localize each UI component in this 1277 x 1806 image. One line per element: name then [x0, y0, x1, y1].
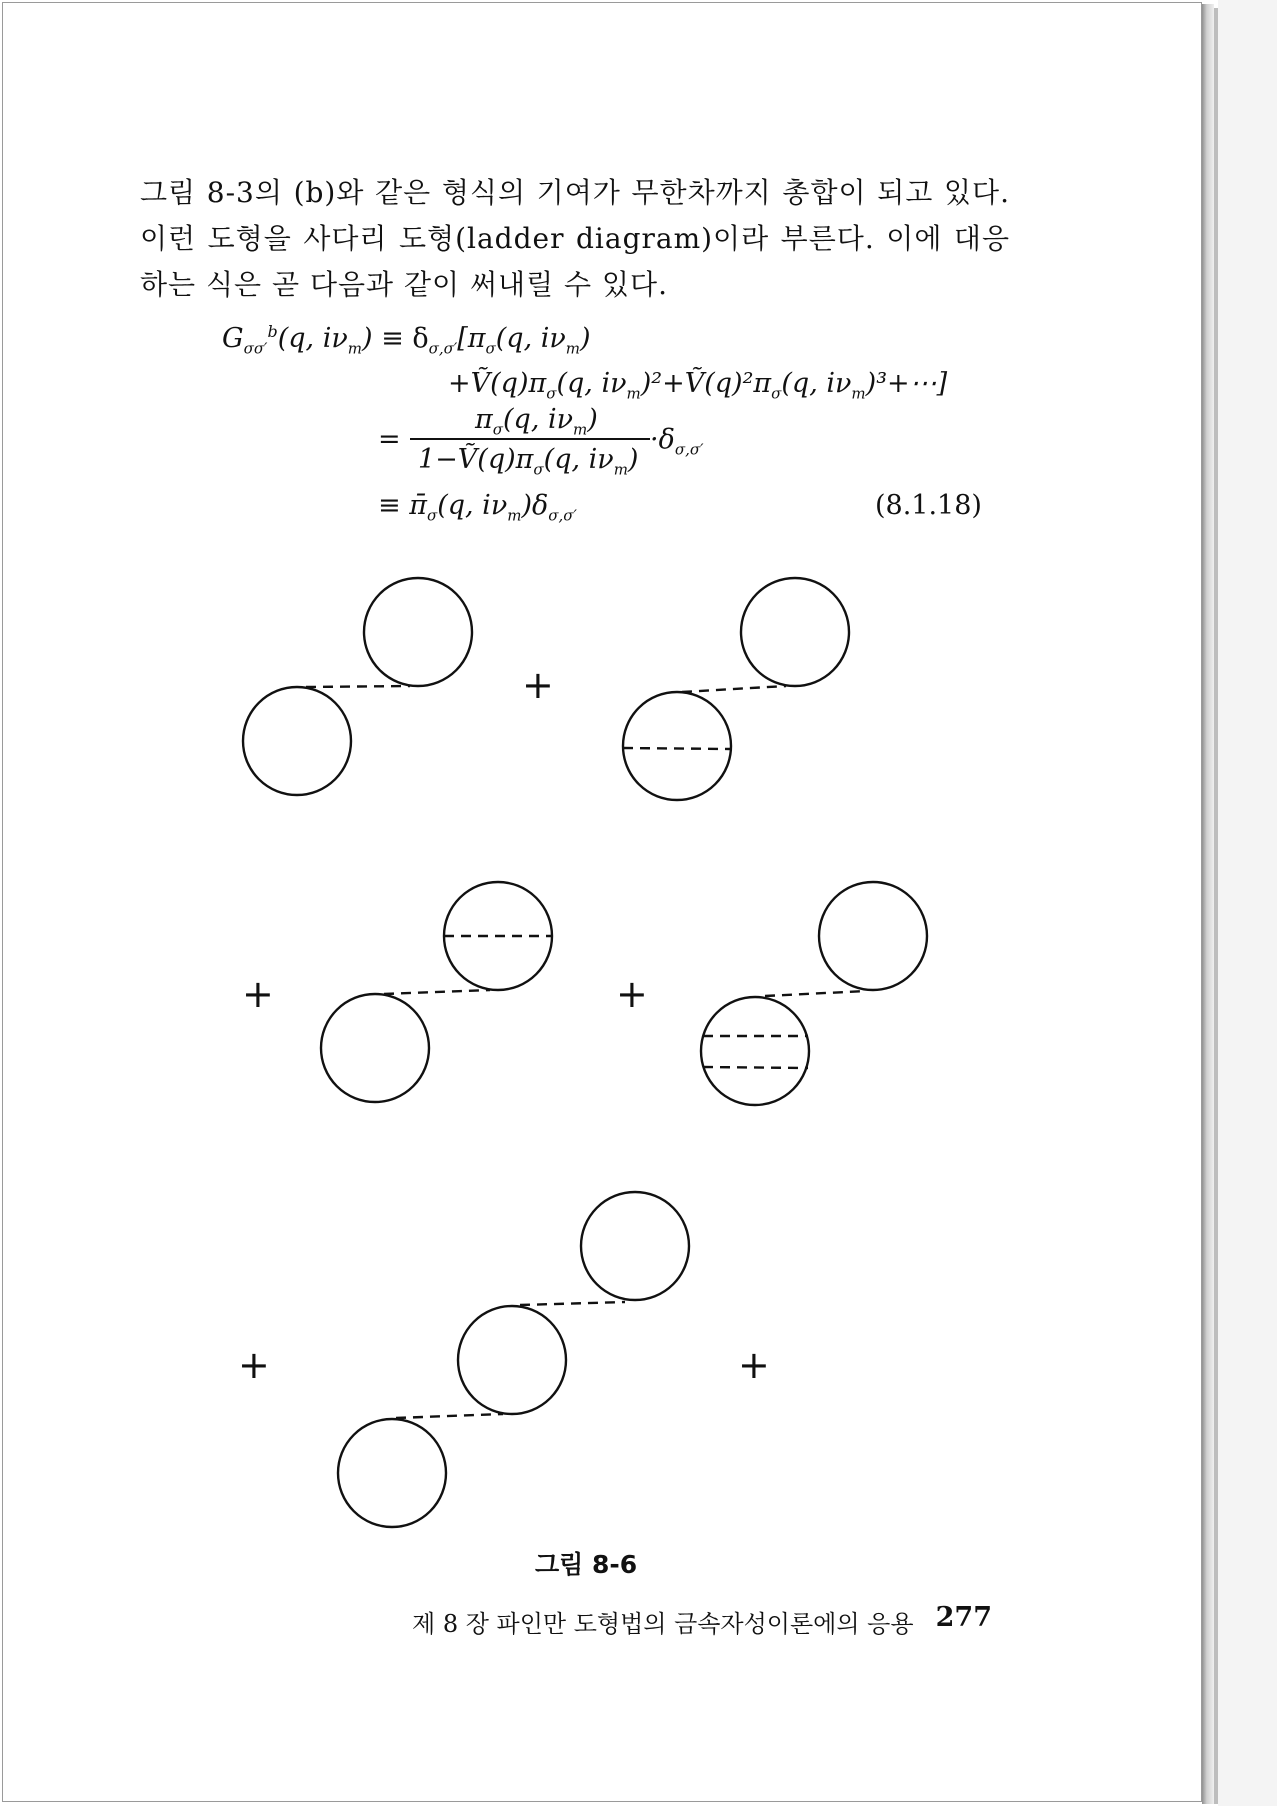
bubble — [338, 1419, 446, 1527]
equation-line-2: $+Ṽ(q)\pi_\sigma(q$, $i\nu_m)^2+Ṽ(q)^2\pi_\sigma(q$, $i\nu_m)^3+\cdots$] — [448, 368, 948, 403]
page-number: 277 — [935, 1602, 992, 1633]
bubble — [819, 882, 927, 990]
figure-caption: 그림 8-6 — [535, 1550, 638, 1579]
diagram-2 — [623, 578, 849, 800]
diagram-1 — [243, 578, 472, 795]
internal-interaction-line — [623, 748, 730, 749]
bubble — [321, 994, 429, 1102]
interaction-line — [384, 990, 490, 994]
interaction-line — [520, 1302, 625, 1305]
diagram-3 — [321, 882, 552, 1102]
interaction-line — [765, 991, 866, 996]
bubble — [701, 997, 809, 1105]
equation-denominator: $1-Ṽ(q)\pi_\sigma(q$, $i\nu_m$) — [418, 444, 639, 479]
equation-equals: = — [378, 424, 401, 455]
equation-line-1: $G_{\sigma\sigma'}^b(q$, $i\nu_m) \equiv \delta_{\sigma,\sigma'}[\pi_\sigma(q$, $i\nu_m$) — [222, 322, 591, 358]
bubble — [623, 692, 731, 800]
equation-line-4: ≡ $\pī_\sigma(q$, $i\nu_m)\delta_{\sigma,\sigma'}$ — [378, 490, 577, 525]
bubble — [243, 687, 351, 795]
body-paragraph: 그림 8-3의 (b)와 같은 형식의 기여가 무한차까지 총합이 되고 있다. 이런 도형을 사다리 도형(ladder diagram)이라 부른다. 이에 대응하는 식은 곧 다음과 같이 써내릴 수 있다. — [140, 176, 1010, 301]
plus-sign: + — [522, 663, 554, 707]
diagram-4 — [701, 882, 927, 1105]
interaction-line — [682, 686, 786, 692]
bubble — [581, 1192, 689, 1300]
equation-number: (8.1.18) — [875, 490, 982, 521]
chapter-title: 제 8 장 파인만 도형법의 금속자성이론에의 응용 — [412, 1610, 914, 1638]
page-footer — [412, 1604, 992, 1639]
plus-sign: + — [238, 1343, 270, 1387]
interaction-line — [306, 686, 410, 687]
plus-sign: + — [242, 972, 274, 1016]
bubble — [741, 578, 849, 686]
equation-delta: $\cdot\delta_{\sigma,\sigma'}$ — [650, 424, 704, 459]
plus-sign: + — [616, 972, 648, 1016]
diagram-5 — [338, 1192, 689, 1527]
interaction-line — [396, 1414, 503, 1418]
bubble — [458, 1306, 566, 1414]
equation-numerator: $\pi_\sigma(q$, $i\nu_m$) — [475, 404, 598, 439]
bubble — [364, 578, 472, 686]
plus-sign: + — [738, 1343, 770, 1387]
internal-interaction-line — [703, 1067, 808, 1068]
